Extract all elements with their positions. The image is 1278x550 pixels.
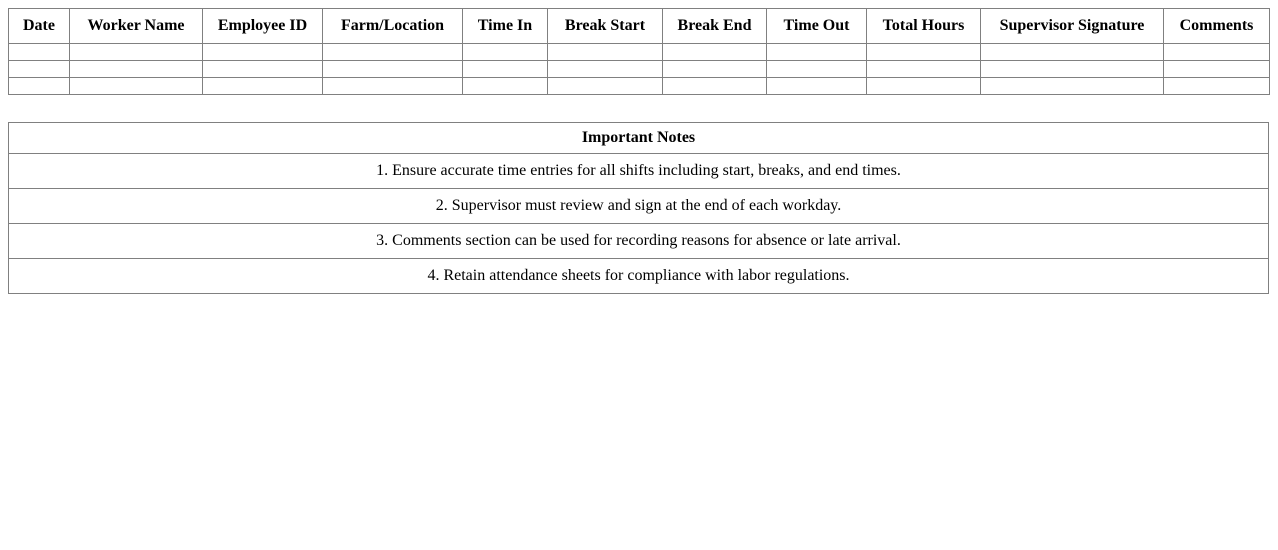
notes-table [8,122,1269,294]
empty-cell [203,44,323,61]
empty-cell [463,44,548,61]
note-row [9,189,1269,224]
empty-cell [981,44,1164,61]
empty-cell [323,78,463,95]
column-header-break-start: Break Start [548,9,663,44]
empty-cell [463,61,548,78]
column-header-supervisor-signature: Supervisor Signature [981,9,1164,44]
empty-cell [70,78,203,95]
empty-cell [1164,78,1270,95]
empty-cell [548,78,663,95]
notes-title: Important Notes [9,123,1269,154]
empty-cell [1164,61,1270,78]
note-row [9,224,1269,259]
empty-cell [663,78,767,95]
empty-cell [663,61,767,78]
empty-cell [981,61,1164,78]
empty-cell [9,44,70,61]
attendance-empty-row [9,78,1270,95]
empty-cell [9,61,70,78]
empty-cell [767,78,867,95]
empty-cell [70,44,203,61]
attendance-table-body [9,44,1270,95]
note-item: 2. Supervisor must review and sign at the end of each workday. [9,189,1269,224]
empty-cell [548,61,663,78]
note-row [9,259,1269,294]
empty-cell [1164,44,1270,61]
attendance-empty-row [9,44,1270,61]
column-header-worker-name: Worker Name [70,9,203,44]
note-item: 4. Retain attendance sheets for compliance with labor regulations. [9,259,1269,294]
column-header-time-out: Time Out [767,9,867,44]
notes-header-row [9,123,1269,154]
empty-cell [9,78,70,95]
note-item: 1. Ensure accurate time entries for all shifts including start, breaks, and end times. [9,154,1269,189]
empty-cell [867,44,981,61]
empty-cell [867,78,981,95]
attendance-table [8,8,1270,95]
note-row [9,154,1269,189]
note-item: 3. Comments section can be used for recording reasons for absence or late arrival. [9,224,1269,259]
empty-cell [663,44,767,61]
empty-cell [203,61,323,78]
empty-cell [767,61,867,78]
empty-cell [767,44,867,61]
empty-cell [981,78,1164,95]
column-header-date: Date [9,9,70,44]
column-header-comments: Comments [1164,9,1270,44]
column-header-break-end: Break End [663,9,767,44]
empty-cell [463,78,548,95]
empty-cell [323,44,463,61]
empty-cell [867,61,981,78]
attendance-header-row [9,9,1270,44]
empty-cell [323,61,463,78]
column-header-farm-location: Farm/Location [323,9,463,44]
attendance-empty-row [9,61,1270,78]
empty-cell [203,78,323,95]
column-header-total-hours: Total Hours [867,9,981,44]
empty-cell [548,44,663,61]
empty-cell [70,61,203,78]
column-header-time-in: Time In [463,9,548,44]
column-header-employee-id: Employee ID [203,9,323,44]
